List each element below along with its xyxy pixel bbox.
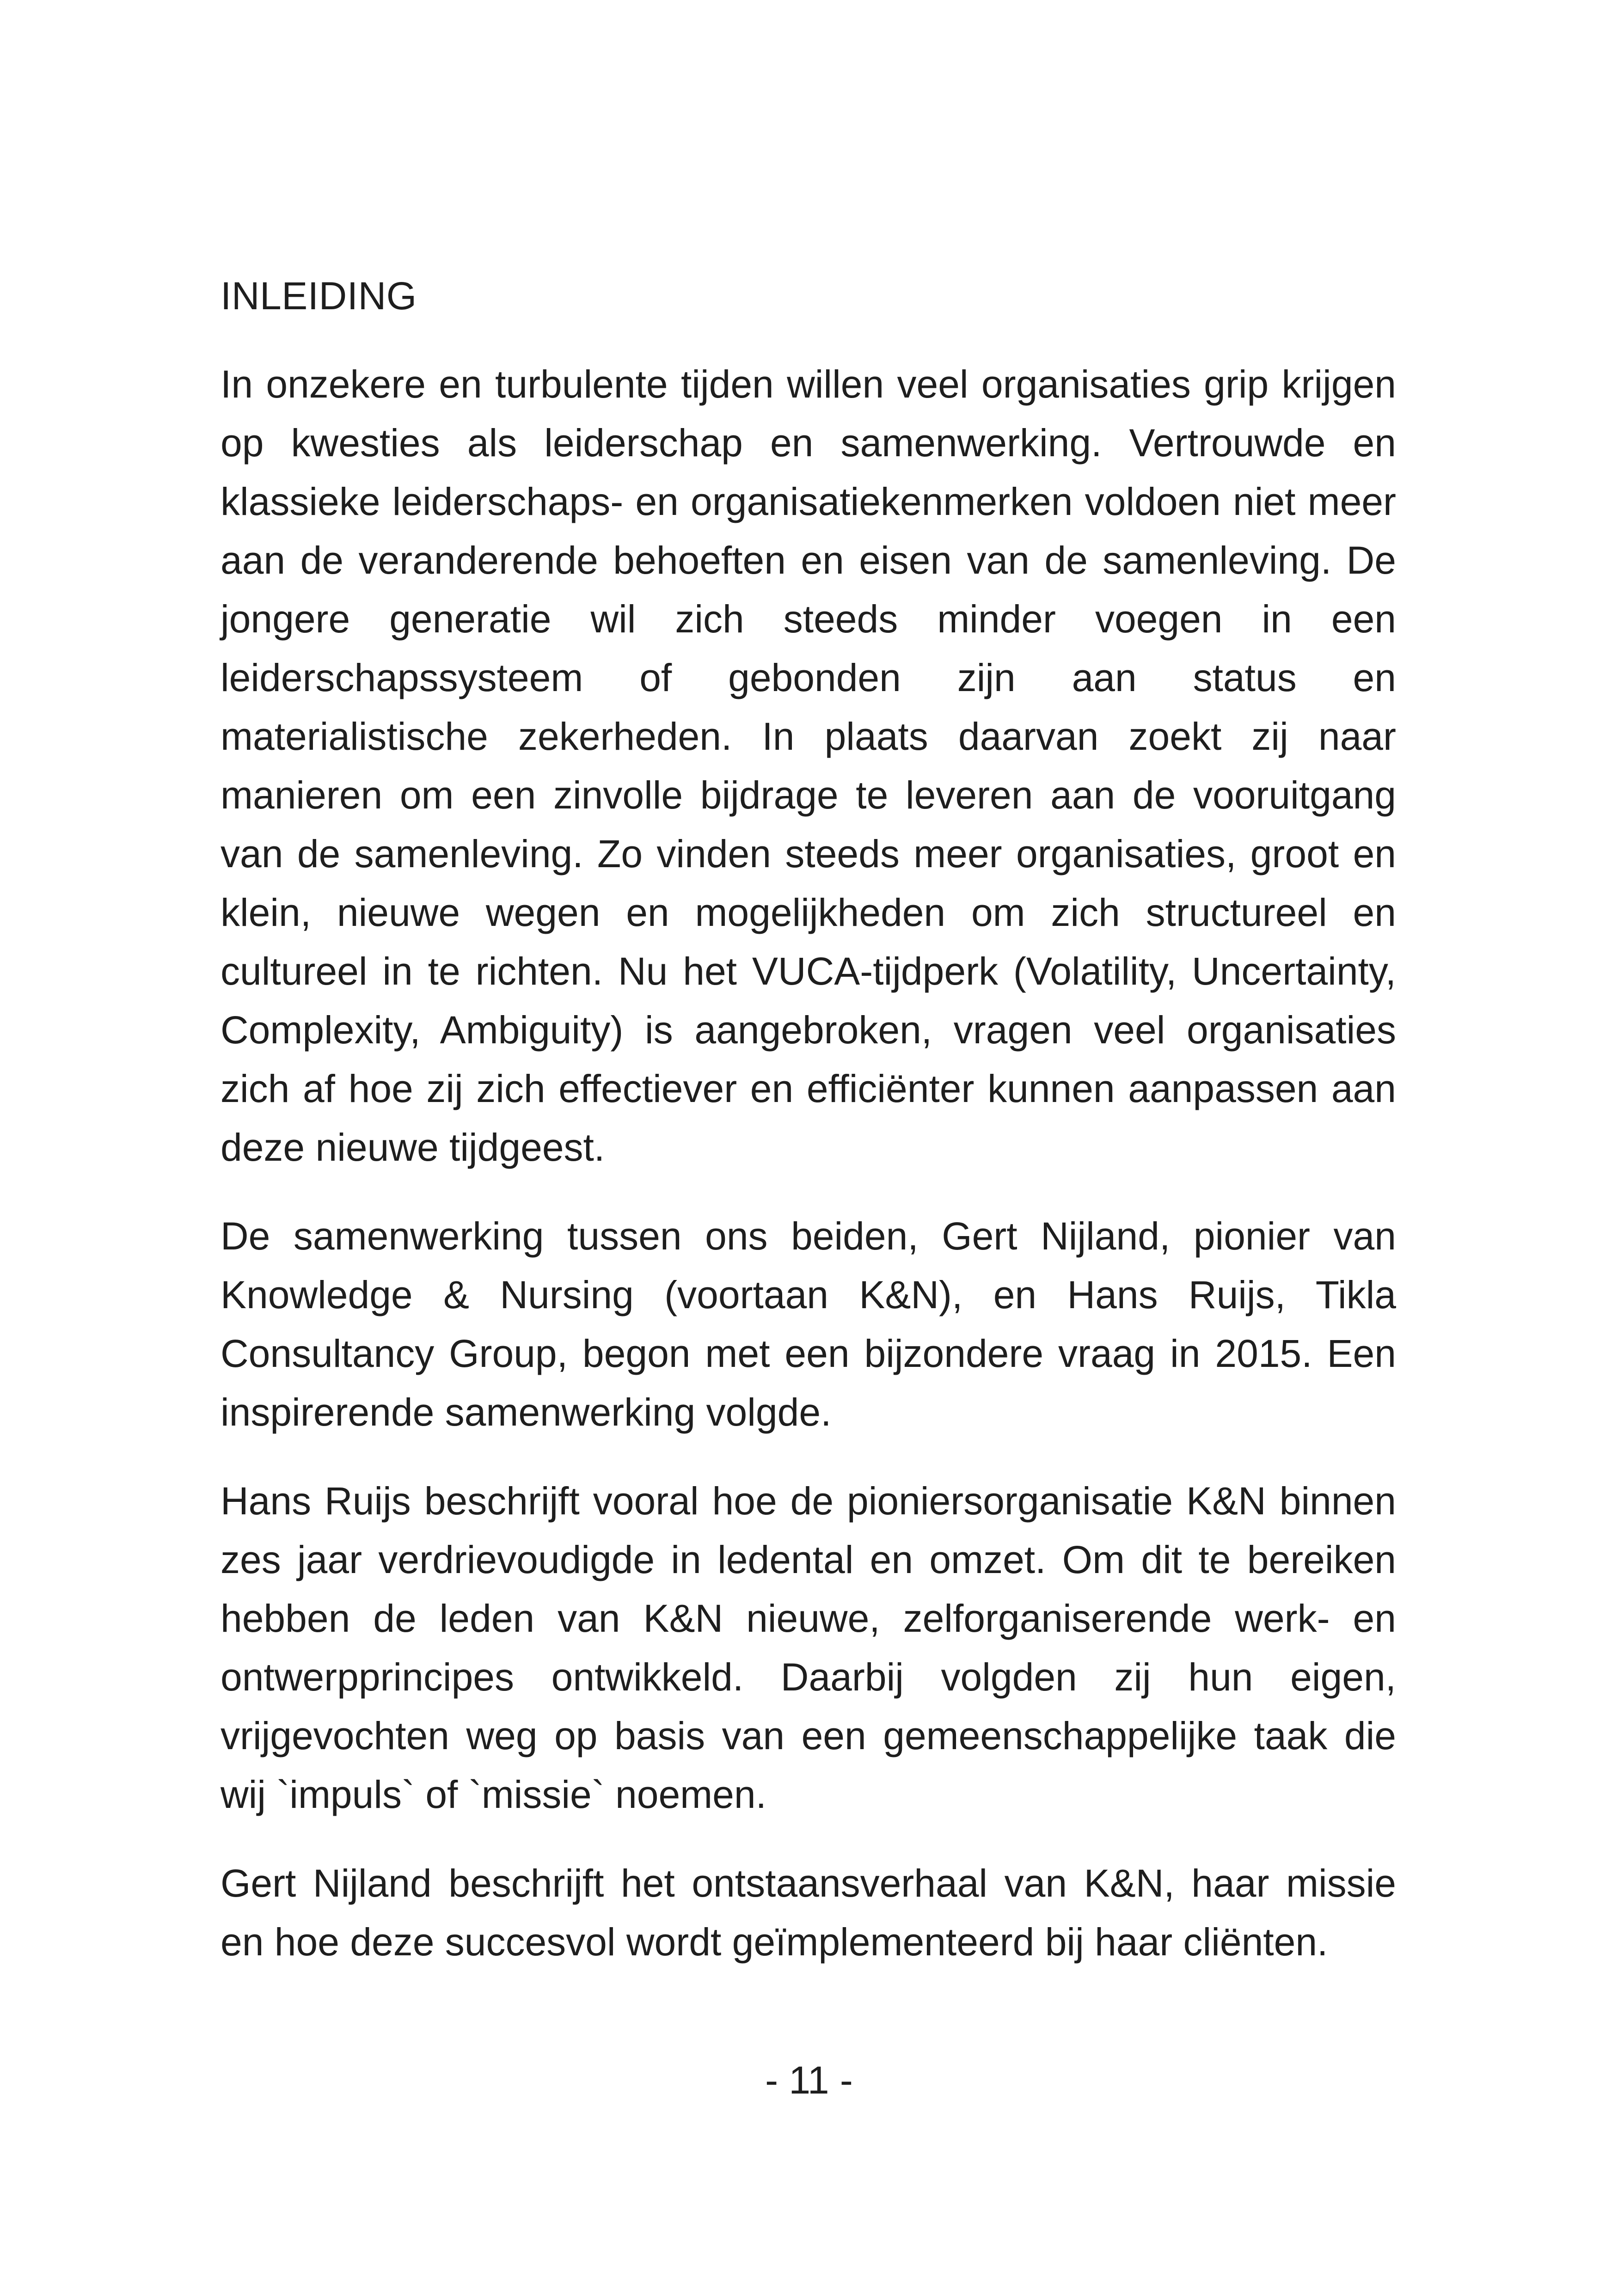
section-heading: INLEIDING (221, 274, 417, 318)
paragraph-3: Hans Ruijs beschrijft vooral hoe de pioniersorganisatie K&N binnen zes jaar verdrievoudigde in ledental en omzet. Om dit te bereiken hebben de leden van K&N nieuwe, zelforganiserende werk- en ontwerpprincipes ontwikkeld. Daarbij volgden zij hun eigen, vrijgevochten weg op basis van een gemeenschappelijke taak die wij `impuls` of `missie` noemen. (221, 1479, 1396, 1816)
page-content (221, 268, 1396, 2002)
page-number: - 11 - (765, 2058, 853, 2102)
paragraph-1: In onzekere en turbulente tijden willen veel organisaties grip krijgen op kwesties als leiderschap en samenwerking. Vertrouwde en klassieke leiderschaps- en organisatiekenmerken voldoen niet meer aan de veranderende behoeften en eisen van de samenleving. De jongere generatie wil zich steeds minder voegen in een leiderschapssysteem of gebonden zijn aan status en materialistische zekerheden. In plaats daarvan zoekt zij naar manieren om een zinvolle bijdrage te leveren aan de vooruitgang van de samenleving. Zo vinden steeds meer organisaties, groot en klein, nieuwe wegen en mogelijkheden om zich structureel en cultureel in te richten. Nu het VUCA-tijdperk (Volatility, Uncertainty, Complexity, Ambiguity) is aangebroken, vragen veel organisaties zich af hoe zij zich effectiever en efficiënter kunnen aanpassen aan deze nieuwe tijdgeest. (221, 362, 1396, 1169)
paragraph-4: Gert Nijland beschrijft het ontstaansverhaal van K&N, haar missie en hoe deze succesvol wordt geïmplementeerd bij haar cliënten. (221, 1861, 1396, 1964)
paragraph-2: De samenwerking tussen ons beiden, Gert Nijland, pionier van Knowledge & Nursing (voortaan K&N), en Hans Ruijs, Tikla Consultancy Group, begon met een bijzondere vraag in 2015. Een inspirerende samenwerking volgde. (221, 1214, 1396, 1434)
